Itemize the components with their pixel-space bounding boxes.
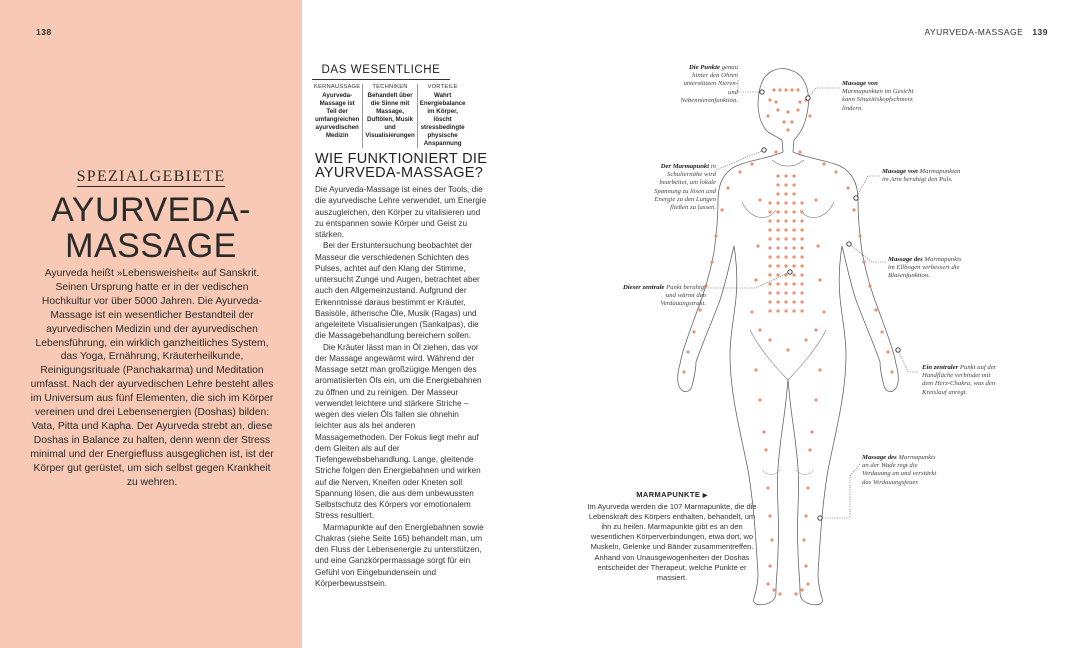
marma-point	[784, 264, 787, 267]
marma-point	[758, 328, 761, 331]
marma-point	[768, 564, 771, 567]
marma-point	[786, 128, 789, 131]
marker-shoulder	[762, 148, 766, 152]
marma-point	[768, 219, 771, 222]
marmapunkte-title	[587, 490, 757, 501]
marma-point	[782, 120, 785, 123]
marma-point	[768, 210, 771, 213]
marma-point	[792, 300, 795, 303]
callout-text: Marmapunkten im Gesicht kann Sinusitiskopfschmerz lindern.	[842, 88, 914, 112]
article-headline-line-2: AYURVEDA-MASSAGE?	[315, 165, 484, 181]
marma-point	[758, 198, 761, 201]
callout-text: Marmapunkten im Arm beruhigt den Puls.	[882, 168, 961, 184]
callout-belly	[622, 284, 706, 309]
essentials-column-text: Behandelt über die Sinne mit Massage, Duftölen, Musik und Visualisierungen	[365, 92, 415, 139]
callout-text: genau hinter den Ohren unterstützen Nieren- und Nebennierenfunktion.	[680, 64, 738, 104]
marma-point	[786, 348, 789, 351]
callout-bold: Massage von	[842, 80, 878, 87]
marma-point	[784, 228, 787, 231]
marma-point	[800, 228, 803, 231]
marma-point	[792, 192, 795, 195]
marker-elbow	[847, 242, 851, 246]
marma-point	[818, 368, 821, 371]
marma-point	[784, 174, 787, 177]
marma-point	[792, 237, 795, 240]
marma-point	[686, 350, 689, 353]
marma-point	[768, 264, 771, 267]
page-number-right: 139	[1032, 27, 1048, 37]
marma-point	[792, 219, 795, 222]
marma-point	[786, 110, 789, 113]
marma-point	[768, 255, 771, 258]
marma-point	[776, 183, 779, 186]
marma-point	[768, 291, 771, 294]
marma-point	[784, 273, 787, 276]
marma-point	[784, 246, 787, 249]
marma-point	[768, 300, 771, 303]
marma-point	[800, 246, 803, 249]
marker-face	[806, 96, 810, 100]
marmapunkte-box	[587, 490, 757, 583]
marma-point	[852, 208, 855, 211]
marma-point	[858, 234, 861, 237]
essentials-column-text: Ayurveda-Massage ist Teil der umfangreichen ayurvedischen Medizin	[314, 92, 360, 139]
marma-point	[776, 228, 779, 231]
marma-point	[890, 370, 893, 373]
marma-point	[792, 183, 795, 186]
marma-point	[800, 282, 803, 285]
knee-lines	[762, 470, 814, 475]
marma-point	[834, 170, 837, 173]
marma-point	[874, 308, 877, 311]
marma-point	[768, 237, 771, 240]
section-kicker-text: SPEZIALGEBIETE	[76, 168, 226, 185]
marma-point	[792, 201, 795, 204]
marma-point	[800, 237, 803, 240]
marma-point	[784, 237, 787, 240]
marma-point	[776, 174, 779, 177]
marma-point	[868, 284, 871, 287]
essentials-column-techniques	[362, 84, 416, 148]
marma-point	[768, 273, 771, 276]
marma-point	[710, 260, 713, 263]
callout-text: Punkt beruhigt und wärmt den Verdauungstrakt.	[660, 284, 706, 308]
marma-point	[800, 219, 803, 222]
marker-arm	[854, 196, 858, 200]
marma-point	[800, 255, 803, 258]
marma-point	[796, 108, 799, 111]
marma-point	[778, 592, 781, 595]
callout-bold: Massage des	[862, 454, 897, 461]
essentials-box	[312, 64, 466, 148]
page-number-left: 138	[36, 27, 52, 37]
running-header-section: AYURVEDA-MASSAGE	[924, 27, 1024, 37]
marker-calf	[818, 516, 822, 520]
clavicle-line	[772, 160, 804, 166]
marma-point	[814, 398, 817, 401]
marma-point	[792, 291, 795, 294]
chest-line	[742, 202, 834, 218]
callout-text: Marmapunkts im Ellbogen verbessert die Blasenfunktion.	[888, 256, 962, 280]
article-paragraph: Die Kräuter lässt man in Öl ziehen, das vor der Massage angewärmt wird. Während der Massage setzt man großzügige Mengen des aromatisierten Öls ein, um die Energiebahnen zu öffnen und zu reinigen. Der Masseur verwendet leichtere und stärkere Striche – wegen des vielen Öls fallen sie ohnehin leichter aus als bei anderen Massagemethoden. Der Fokus liegt mehr auf dem Gleiten als auf der Tiefengewebsbehandlung. Lange, gleitende Striche folgen den Energiebahnen und wirken auf die Nerven, Kneifen oder Kneten soll Spannung lösen, die aus dem unbewussten Selbstschutz des Körpers vor emotionalem Stress resultiert.	[315, 342, 482, 521]
marma-point	[800, 201, 803, 204]
marmapunkte-text: Im Ayurveda werden die 107 Marmapunkte, die die Lebenskraft des Körpers enthalten, behandelt, um ihn zu heilen. Marmapunkte gibt es an den wesentlichen Körperverbindungen, etwa dort, wo Muskeln, Gelenke und Bänder zusammentreffen. Anhand von Unausgewogenheiten der Doshas entscheidet der Therapeut, welche Punkte er massiert.	[587, 502, 757, 582]
marma-point	[790, 88, 793, 91]
callout-text: in Schulternähe wird bearbeitet, um lokale Spannung zu lösen und Energie zu den Lungen fließen zu lassen.	[654, 163, 716, 212]
marma-point	[766, 582, 769, 585]
essentials-column-text: Wahrt Energiebalance im Körper, löscht stressbedingte physische Anspannung	[419, 92, 466, 147]
marma-point	[792, 264, 795, 267]
marma-point	[776, 210, 779, 213]
marma-point	[768, 282, 771, 285]
article-paragraph: Die Ayurveda-Massage ist eines der Tools, die die ayurvedische Lehre verwendet, um Energie auszugleichen, den Körper zu vitalisieren und zu entspannen sowie Körper und Geist zu stärken.	[315, 185, 487, 239]
marma-point	[814, 328, 817, 331]
article-paragraph: Marmapunkte auf den Energiebahnen sowie Chakras (siehe Seite 165) behandelt man, um den Fluss der Lebensenergie zu unterstützen, und eine Ganzkörpermassage sorgt für ein Gefühl von Eingebundensein und Körperbewusstsein.	[315, 522, 484, 588]
marma-point	[886, 350, 889, 353]
marma-point	[776, 192, 779, 195]
essentials-column-head: KERNAUSSAGE	[314, 84, 361, 90]
marma-point	[798, 100, 801, 103]
callout-calf	[862, 454, 940, 487]
marma-point	[792, 282, 795, 285]
marma-point	[792, 246, 795, 249]
marma-point	[774, 100, 777, 103]
callout-arm	[882, 168, 966, 184]
marma-point	[798, 150, 801, 153]
marma-point	[756, 244, 759, 247]
marma-point	[800, 588, 803, 591]
callout-text: Marmapunkts an der Wade regt die Verdauung an und verstärkt das Verdauungsfeuer.	[862, 454, 937, 486]
callout-bold: Der Marmapunkt	[660, 163, 710, 170]
callout-bold: Dieser zentrale	[622, 284, 665, 291]
marma-point	[792, 255, 795, 258]
callout-bold: Massage von	[882, 168, 918, 175]
callout-bold: Massage des	[888, 256, 923, 263]
article-paragraph: Bei der Erstuntersuchung beobachtet der Masseur die verschiedenen Schichten des Pulses, achtet auf den Klang der Stimme, untersucht Zunge und Augen, betrachtet aber auch den Allgemeinzustand. Aufgrund der Erkenntnisse daraus bestimmt er Kräuter, Basisöle, ätherische Öle, Musik (Ragas) und angeleitete Visualisierungen (Sankalpas), die die Massagebehandlung bereichern sollen.	[315, 241, 480, 341]
article-headline	[315, 152, 505, 180]
marma-point	[750, 310, 753, 313]
essentials-column-benefits	[417, 84, 468, 148]
callout-text: Punkt auf der Handfläche verbindet mit dem Herz-Chakra, was den Kreislauf anregt.	[922, 364, 997, 396]
marma-point	[784, 219, 787, 222]
marma-point	[768, 514, 771, 517]
marma-point	[776, 237, 779, 240]
marma-point	[810, 430, 813, 433]
marma-point	[804, 338, 807, 341]
marma-point	[776, 300, 779, 303]
marma-point	[762, 430, 765, 433]
marma-point	[758, 398, 761, 401]
marma-point	[720, 208, 723, 211]
marma-point	[772, 88, 775, 91]
marma-point	[776, 201, 779, 204]
marma-point	[682, 370, 685, 373]
essentials-columns	[312, 84, 466, 148]
marma-point	[738, 170, 741, 173]
marma-point	[698, 308, 701, 311]
marma-point	[726, 186, 729, 189]
callout-line-face	[808, 88, 840, 98]
marma-point	[800, 273, 803, 276]
essentials-column-head: VORTEILE	[427, 84, 458, 90]
marma-point	[776, 309, 779, 312]
marma-point	[776, 255, 779, 258]
marma-point	[776, 282, 779, 285]
essentials-column-core	[312, 84, 362, 148]
marma-point	[768, 201, 771, 204]
marma-point	[818, 278, 821, 281]
marma-point	[814, 198, 817, 201]
running-header-right	[924, 27, 1048, 37]
callout-bold: Die Punkte	[688, 64, 720, 71]
marma-point	[764, 448, 767, 451]
marma-point	[772, 588, 775, 591]
marma-point	[784, 300, 787, 303]
marma-point	[792, 273, 795, 276]
marma-point	[880, 330, 883, 333]
marma-point	[776, 273, 779, 276]
marma-point	[766, 114, 769, 117]
page-title-line-1: AYURVEDA-	[51, 191, 251, 229]
marma-point	[784, 201, 787, 204]
marma-point	[770, 538, 773, 541]
callout-shoulder	[640, 163, 716, 212]
marma-point	[806, 582, 809, 585]
marma-point	[768, 98, 771, 101]
marma-point	[754, 278, 757, 281]
marma-point	[784, 309, 787, 312]
marma-point	[784, 192, 787, 195]
page-title-line-2: MASSAGE	[65, 227, 237, 265]
marma-point	[804, 514, 807, 517]
marma-point	[784, 183, 787, 186]
essentials-column-head: TECHNIKEN	[372, 84, 408, 90]
marma-point	[800, 300, 803, 303]
marma-point	[862, 260, 865, 263]
triangle-right-icon: ▶	[702, 493, 708, 499]
marma-point	[846, 186, 849, 189]
marma-point	[776, 108, 779, 111]
callout-palm	[922, 364, 998, 397]
callout-line-calf	[820, 464, 860, 518]
marma-point	[784, 255, 787, 258]
article-headline-line-1: WIE FUNKTIONIERT DIE	[315, 151, 488, 167]
marma-point	[796, 88, 799, 91]
marma-point	[800, 210, 803, 213]
section-kicker	[0, 168, 302, 186]
marma-point	[792, 309, 795, 312]
marma-point	[784, 291, 787, 294]
marma-point	[800, 309, 803, 312]
callout-bold: Ein zentraler	[922, 364, 959, 371]
intro-text: Ayurveda heißt »Lebensweisheit« auf Sanskrit. Seinen Ursprung hatte er in der vedischen Hochkultur vor über 5000 Jahren. Die Ayurveda-Massage ist ein wesentlicher Bestandteil der ayurvedischen Medizin und der ayurvedischen Lebensführung, ein wirklich ganzheitliches System, das Yoga, Ernährung, Kräuterheilkunde, Reinigungsrituale (Panchakarma) und Meditation umfasst. Nach der ayurvedischen Lehre besteht alles im Universum aus fünf Elementen, die sich im Körper vereinen und drei Lebensenergien (Doshas) bilden: Vata, Pitta und Kapha. Der Ayurveda strebt an, diese Doshas in Balance zu halten, denn wenn der Stress minimal und der Energiefluss ausgeglichen ist, ist der Körper gut gerüstet, um sich selbst gegen Krankheit zu wehren.	[30, 268, 274, 488]
article-body	[315, 184, 487, 589]
callout-ears	[672, 64, 738, 105]
essentials-title: DAS WESENTLICHE	[312, 64, 450, 80]
marma-point	[776, 291, 779, 294]
marker-belly	[788, 270, 792, 274]
marma-point	[776, 219, 779, 222]
marma-point	[784, 210, 787, 213]
marma-point	[804, 564, 807, 567]
marma-point	[784, 282, 787, 285]
marma-point	[792, 174, 795, 177]
marma-point	[822, 162, 825, 165]
marma-point	[822, 310, 825, 313]
marma-point	[792, 228, 795, 231]
marma-point	[800, 291, 803, 294]
marma-point	[806, 486, 809, 489]
marma-point	[816, 244, 819, 247]
marma-point	[714, 234, 717, 237]
marma-point	[766, 486, 769, 489]
marma-point	[692, 330, 695, 333]
marker-palm	[896, 348, 900, 352]
callout-line-elbow	[849, 244, 886, 262]
marker-ears	[760, 90, 764, 94]
marma-point	[754, 368, 757, 371]
callout-lines	[708, 80, 918, 518]
marma-point	[768, 338, 771, 341]
callout-line-arm	[856, 176, 880, 198]
marma-point	[792, 210, 795, 213]
marma-point	[768, 228, 771, 231]
marma-point	[774, 150, 777, 153]
callout-face	[842, 80, 918, 113]
marma-point	[802, 538, 805, 541]
callout-line-ears	[738, 80, 762, 92]
marma-point	[794, 592, 797, 595]
marma-point	[784, 88, 787, 91]
marma-point	[776, 264, 779, 267]
marma-point	[790, 120, 793, 123]
pelvis-line	[750, 330, 826, 380]
marma-point	[778, 88, 781, 91]
marmapunkte-title-text: MARMAPUNKTE	[636, 490, 701, 499]
callout-line-palm	[898, 350, 918, 372]
page-title	[0, 192, 302, 264]
marma-point	[808, 114, 811, 117]
callout-elbow	[888, 256, 962, 281]
marma-point	[750, 162, 753, 165]
marma-point	[808, 448, 811, 451]
marma-point	[768, 246, 771, 249]
marma-point	[800, 264, 803, 267]
marma-point	[768, 309, 771, 312]
marma-point	[776, 246, 779, 249]
